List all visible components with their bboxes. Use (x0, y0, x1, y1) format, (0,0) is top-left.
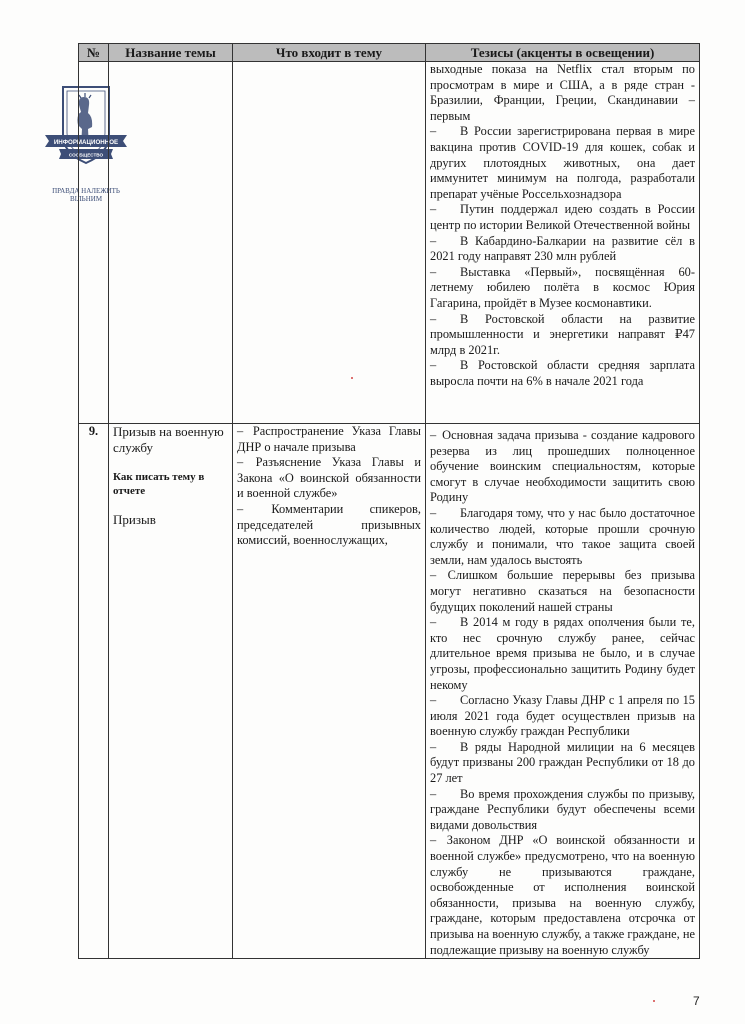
cell-topic-empty (109, 62, 233, 424)
thesis-item (430, 568, 695, 615)
thesis-text: Выставка «Первый», посвящённая 60-летнему юбилею полёта в космос Юрия Гагарина, пройдёт в Музее космонавтики. (430, 264, 695, 310)
content-item (237, 424, 421, 455)
thesis-text: Слишком большие перерывы без призыва могут негативно сказаться на безопасности будущих поколений нашей страны (430, 568, 695, 614)
thesis-text: Согласно Указу Главы ДНР с 1 апреля по 15 июля 2021 года будет осуществлен призыв на военную службу граждан Республики (430, 693, 695, 739)
thesis-text: Путин поддержал идею создать в России центр по истории Великой Отечественной войны (430, 202, 695, 232)
header-content: Что входит в тему (233, 44, 426, 62)
thesis-text: В ряды Народной милиции на 6 месяцев будут призваны 200 граждан Республики от 18 до 27 лет (430, 739, 695, 786)
dash-marker: – (430, 568, 437, 583)
scan-speck (653, 1000, 655, 1002)
dash-marker: – (430, 693, 437, 708)
stamp-banner: ИНФОРМАЦИОННОЕ (53, 139, 119, 146)
thesis-item (430, 62, 695, 124)
content-item (237, 502, 421, 549)
thesis-text: Основная задача призыва - создание кадрового резерва из лиц прошедших полноценное обучение воинским специальностям, которые смогут в случае необходимости защитить свою Родину (430, 428, 695, 505)
header-num: № (79, 44, 109, 62)
dash-marker: – (430, 833, 437, 848)
thesis-item (430, 124, 695, 202)
table-row-continued (79, 62, 700, 424)
thesis-item (430, 312, 695, 359)
dash-marker: – (430, 233, 437, 248)
dash-marker: – (430, 739, 437, 754)
thesis-item (430, 615, 695, 693)
thesis-item (430, 787, 695, 834)
topic-short-name: Призыв (113, 512, 156, 527)
topics-table (78, 43, 700, 959)
table-header-row (79, 44, 700, 62)
stamp-motto: ПРАВДА НАЛЕЖИТЬ ВІЛЬНИМ (52, 187, 120, 203)
scan-speck (351, 377, 353, 379)
thesis-text: В Ростовской области средняя зарплата выросла почти на 6% в начале 2021 года (430, 358, 695, 388)
thesis-text: В Кабардино-Балкарии на развитие сёл в 2021 году направят 230 млн рублей (430, 233, 695, 264)
dash-marker: – (430, 786, 437, 801)
thesis-item (430, 693, 695, 740)
dash-marker: – (430, 202, 437, 217)
dash-marker: – (237, 424, 244, 438)
cell-topic (109, 424, 233, 959)
dash-marker: – (430, 358, 437, 373)
thesis-item (430, 740, 695, 787)
cell-content (233, 424, 426, 959)
thesis-text: Законом ДНР «О воинской обязанности и военной службе» предусмотрено, что на военную службу не призываются граждане, освобожденные от исполнения воинской обязанности, призыва на военную службу, граждане, которым предоставлена отсрочка от призыва на военную службу, а также граждане, не подлежащие призыву на военную службу (430, 833, 695, 957)
content-text: Распространение Указа Главы ДНР о начале призыва (237, 424, 421, 454)
dash-marker: – (430, 615, 437, 630)
thesis-text: Благодаря тому, что у нас было достаточное количество людей, которые прошли срочную службу и понимали, что такое защита своей земли, нам удалось выстоять (430, 505, 695, 567)
thesis-text: В России зарегистрирована первая в мире вакцина против COVID-19 для кошек, собак и других плотоядных животных, она дает иммунитет минимум на полгода, разработали препарат учёные Россельхознадзора (430, 124, 695, 201)
cell-num-empty (79, 62, 109, 424)
thesis-text: выходные показа на Netflix стал вторым по просмотрам в мире и США, а в ряде стран - Бразилии, Франции, Греции, Скандинавии – первым (430, 62, 695, 123)
topic-title: Призыв на военную службу (113, 424, 224, 455)
thesis-item (430, 265, 695, 312)
table-row-9 (79, 424, 700, 959)
dash-marker: – (430, 264, 437, 279)
header-topic: Название темы (109, 44, 233, 62)
content-text: Разъяснение Указа Главы и Закона «О воинской обязанности и военной службе» (237, 455, 421, 501)
dash-marker: – (237, 501, 244, 516)
dash-marker: – (430, 124, 437, 139)
topic-report-hint: Как писать тему в отчете (113, 471, 205, 497)
cell-theses (426, 424, 700, 959)
cell-content-empty (233, 62, 426, 424)
thesis-text: В Ростовской области на развитие промышленности и энергетики направят ₽47 млрд в 2021г. (430, 311, 695, 357)
stamp-subbanner: СООБЩЕСТВО (68, 152, 104, 158)
thesis-item (430, 234, 695, 265)
page-number: 7 (693, 994, 700, 1008)
thesis-text: Во время прохождения службы по призыву, граждане Республики будут обеспечены всеми видами довольствия (430, 786, 695, 832)
content-item (237, 455, 421, 502)
thesis-item (430, 833, 695, 958)
thesis-item (430, 428, 695, 506)
content-text: Комментарии спикеров, председателей призывных комиссий, военнослужащих, (237, 501, 421, 548)
header-theses: Тезисы (акценты в освещении) (426, 44, 700, 62)
thesis-text: В 2014 м году в рядах ополчения были те, кто нес срочную службу ранее, сейчас длительное время призыва не было, и в случае угрозы, профессионально защитить Родину будет некому (430, 615, 695, 692)
thesis-item (430, 202, 695, 233)
dash-marker: – (430, 505, 437, 520)
row-number: 9. (79, 424, 109, 959)
dash-marker: – (430, 311, 437, 326)
dash-marker: – (237, 455, 244, 470)
cell-theses-continued (426, 62, 700, 424)
dash-marker: – (430, 428, 437, 442)
thesis-item (430, 506, 695, 568)
thesis-item (430, 358, 695, 389)
